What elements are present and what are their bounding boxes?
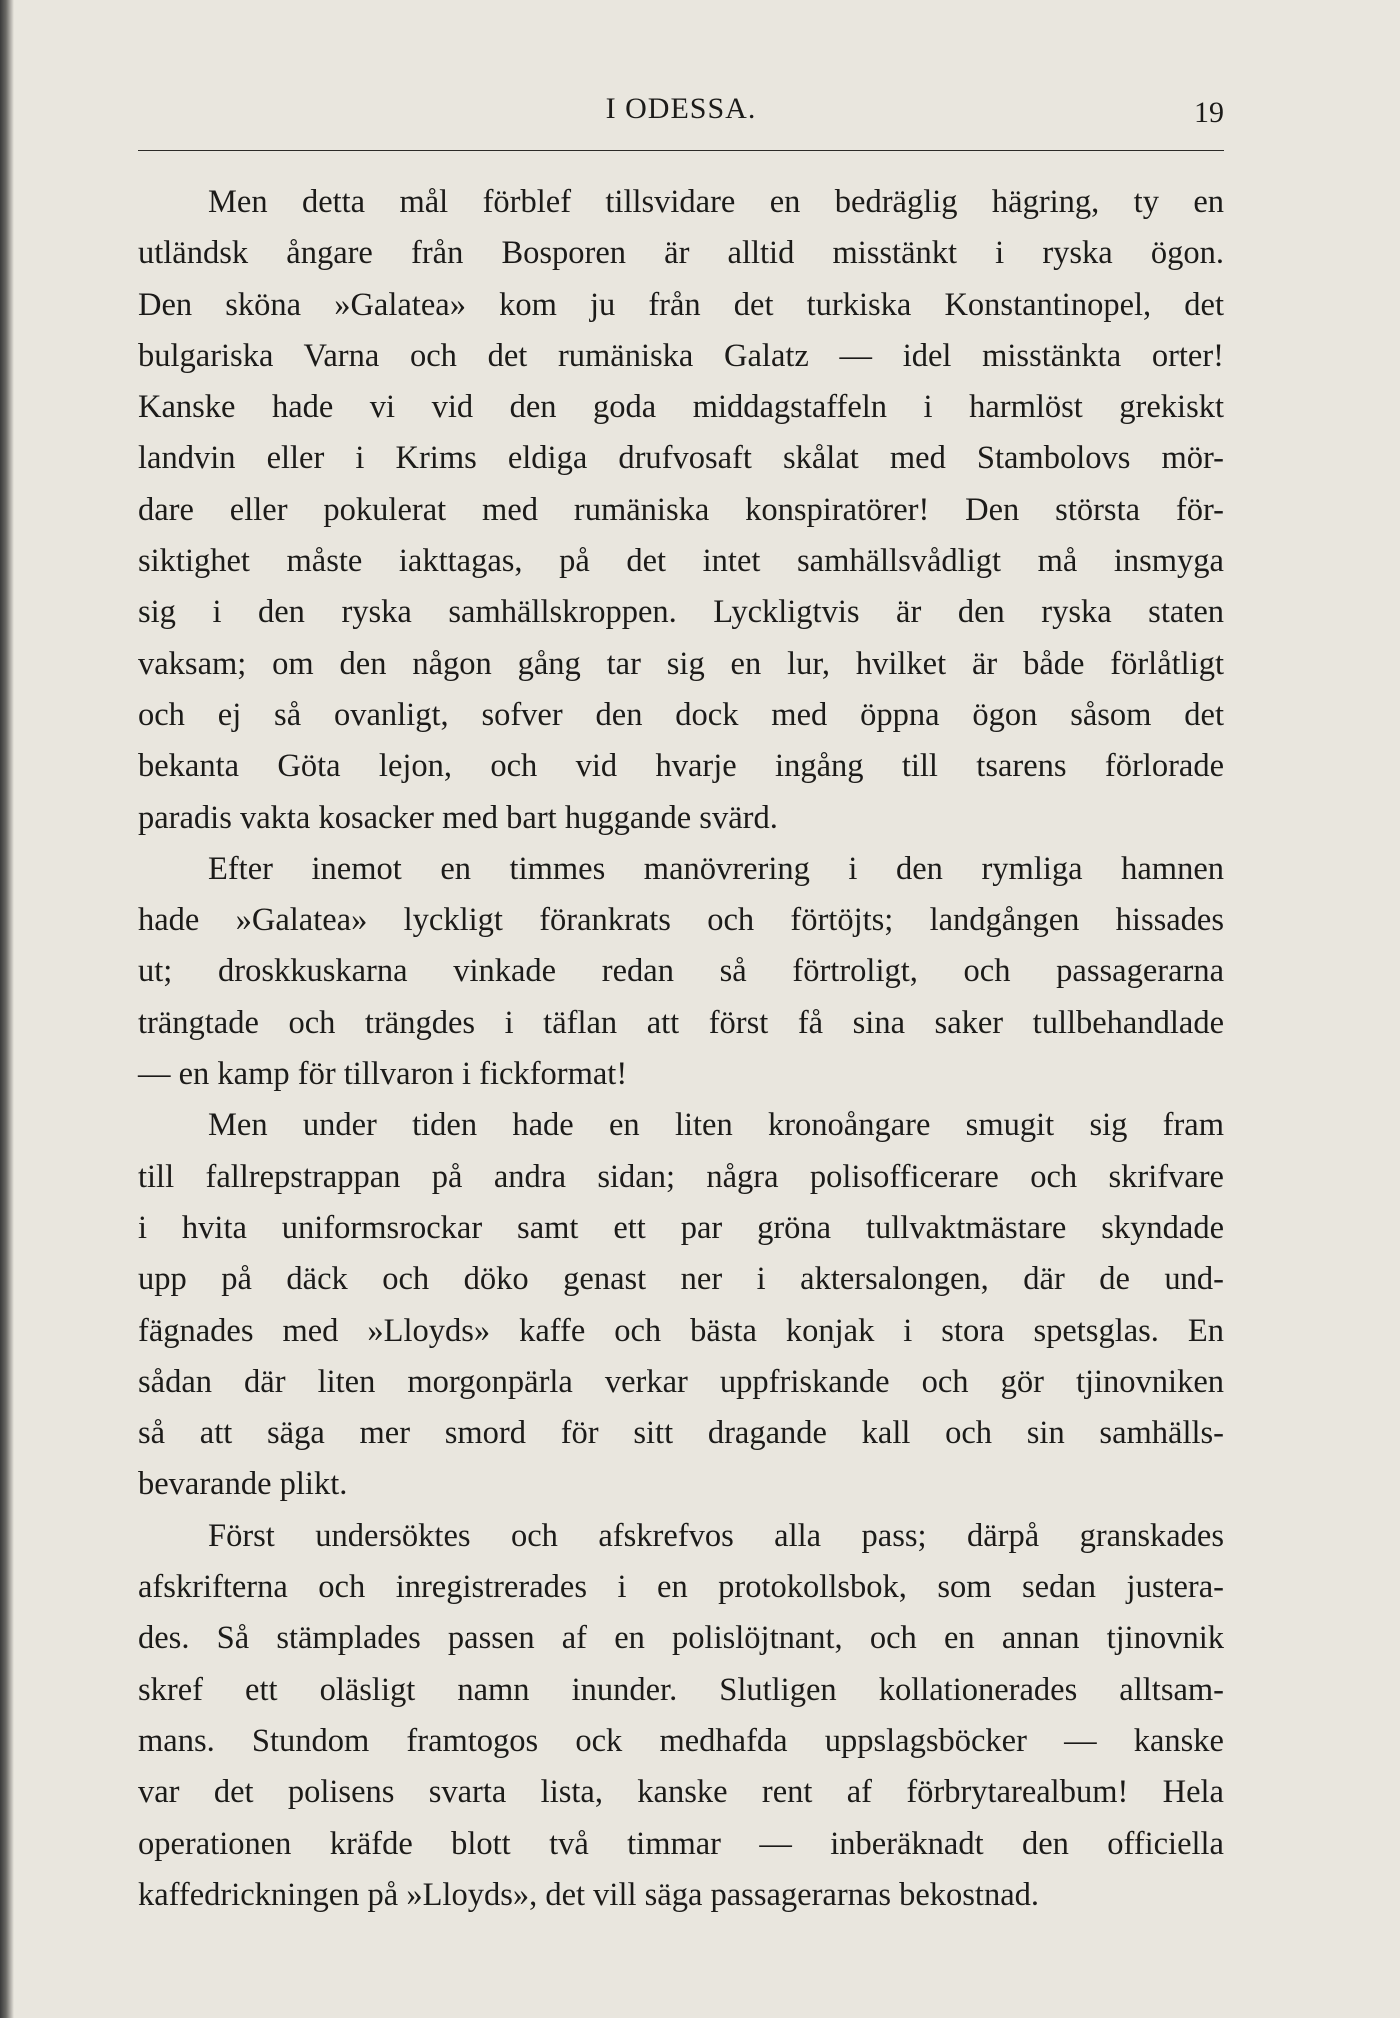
page-number: 19 [1194, 96, 1224, 129]
page-binding-edge [0, 0, 14, 2018]
text-line: des. Så stämplades passen af en polislöjtnant, och en annan tjinovnik [138, 1620, 1224, 1657]
text-line: och ej så ovanligt, sofver den dock med öppna ögon såsom det [138, 696, 1224, 733]
text-line: bekanta Göta lejon, och vid hvarje ingång till tsarens förlorade [138, 748, 1224, 785]
text-line: afskrifterna och inregistrerades i en protokollsbok, som sedan justera- [138, 1569, 1224, 1606]
text-line: upp på däck och döko genast ner i aktersalongen, där de und- [138, 1261, 1224, 1298]
text-line: hade »Galatea» lyckligt förankrats och förtöjts; landgången hissades [138, 902, 1224, 939]
running-head [138, 92, 1224, 132]
text-line: mans. Stundom framtogos ock medhafda uppslagsböcker — kanske [138, 1722, 1224, 1759]
text-line: Den sköna »Galatea» kom ju från det turkiska Konstantinopel, det [138, 286, 1224, 323]
header-rule [138, 150, 1224, 151]
text-line: siktighet måste iakttagas, på det intet samhällsvådligt må insmyga [138, 543, 1224, 580]
text-line: landvin eller i Krims eldiga drufvosaft skålat med Stambolovs mör- [138, 440, 1224, 477]
text-line: skref ett oläsligt namn inunder. Slutligen kollationerades alltsam- [138, 1671, 1224, 1708]
text-line: vaksam; om den någon gång tar sig en lur, hvilket är både förlåtligt [138, 645, 1224, 682]
text-line: fägnades med »Lloyds» kaffe och bästa konjak i stora spetsglas. En [138, 1312, 1224, 1349]
text-line: Kanske hade vi vid den goda middagstaffeln i harmlöst grekiskt [138, 389, 1224, 426]
text-line: dare eller pokulerat med rumäniska konspiratörer! Den största för- [138, 491, 1224, 528]
text-line: sig i den ryska samhällskroppen. Lyckligtvis är den ryska staten [138, 594, 1224, 631]
text-line: bevarande plikt. [138, 1466, 348, 1503]
text-line: Men under tiden hade en liten kronoångare smugit sig fram [208, 1107, 1224, 1144]
text-line: i hvita uniformsrockar samt ett par gröna tullvaktmästare skyndade [138, 1209, 1224, 1246]
text-line: Först undersöktes och afskrefvos alla pass; därpå granskades [208, 1517, 1224, 1554]
text-line: operationen kräfde blott två timmar — inberäknadt den officiella [138, 1825, 1224, 1862]
text-line: Men detta mål förblef tillsvidare en bedräglig hägring, ty en [208, 184, 1224, 220]
text-line: kaffedrickningen på »Lloyds», det vill säga passagerarnas bekostnad. [138, 1876, 1040, 1913]
text-line: Efter inemot en timmes manövrering i den rymliga hamnen [208, 850, 1224, 887]
text-line: så att säga mer smord för sitt dragande kall och sin samhälls- [138, 1415, 1224, 1452]
running-title: I ODESSA. [605, 92, 757, 125]
text-line: sådan där liten morgonpärla verkar uppfriskande och gör tjinovniken [138, 1363, 1224, 1400]
text-line: — en kamp för tillvaron i fickformat! [138, 1056, 628, 1093]
text-line: till fallrepstrappan på andra sidan; några polisofficerare och skrifvare [138, 1158, 1224, 1195]
text-line: paradis vakta kosacker med bart huggande svärd. [138, 799, 778, 836]
text-line: var det polisens svarta lista, kanske rent af förbrytarealbum! Hela [138, 1774, 1224, 1811]
text-line: utländsk ångare från Bosporen är alltid misstänkt i ryska ögon. [138, 235, 1224, 272]
text-line: bulgariska Varna och det rumäniska Galatz — idel misstänkta orter! [138, 337, 1224, 374]
text-line: trängtade och trängdes i täflan att först få sina saker tullbehandlade [138, 1004, 1224, 1041]
text-line: ut; droskkuskarna vinkade redan så förtroligt, och passagerarna [138, 953, 1224, 990]
body-text [138, 177, 1224, 1921]
